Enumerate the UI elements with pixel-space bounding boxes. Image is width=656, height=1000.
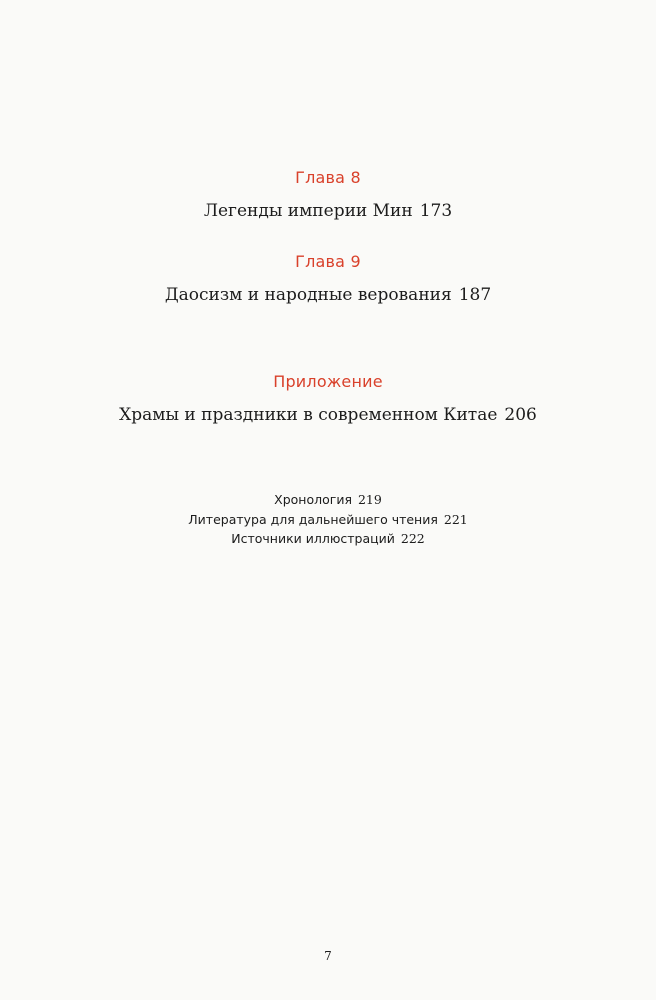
chapter-9-entry (0, 285, 656, 305)
back-matter-page-ref: 219 (357, 492, 382, 507)
chapter-page-ref: 187 (458, 285, 492, 305)
appendix-entry (0, 405, 656, 425)
appendix-title-text: Храмы и праздники в современном Китае (119, 405, 498, 425)
chapter-9-label (0, 252, 656, 271)
chapter-page-ref: 173 (419, 201, 453, 221)
appendix-page-ref: 206 (504, 405, 537, 425)
chapter-8-entry (0, 201, 656, 221)
chapter-title-text: Легенды империи Мин (203, 201, 413, 221)
back-matter-page-ref: 222 (400, 531, 425, 546)
appendix-label-text: Приложение (273, 372, 383, 391)
back-matter-page-ref: 221 (443, 512, 468, 527)
page-number (0, 949, 656, 963)
chapter-8-label (0, 168, 656, 187)
back-matter-illustration-sources (0, 531, 656, 546)
chapter-title-text: Даосизм и народные верования (164, 285, 452, 305)
back-matter-title: Литература для дальнейшего чтения (188, 512, 438, 527)
back-matter-further-reading (0, 512, 656, 527)
page-number-text: 7 (324, 949, 332, 963)
chapter-label-text: Глава 8 (295, 168, 361, 187)
back-matter-title: Источники иллюстраций (231, 531, 395, 546)
appendix-label (0, 372, 656, 391)
chapter-label-text: Глава 9 (295, 252, 361, 271)
back-matter-chronology (0, 492, 656, 507)
back-matter-title: Хронология (274, 492, 352, 507)
